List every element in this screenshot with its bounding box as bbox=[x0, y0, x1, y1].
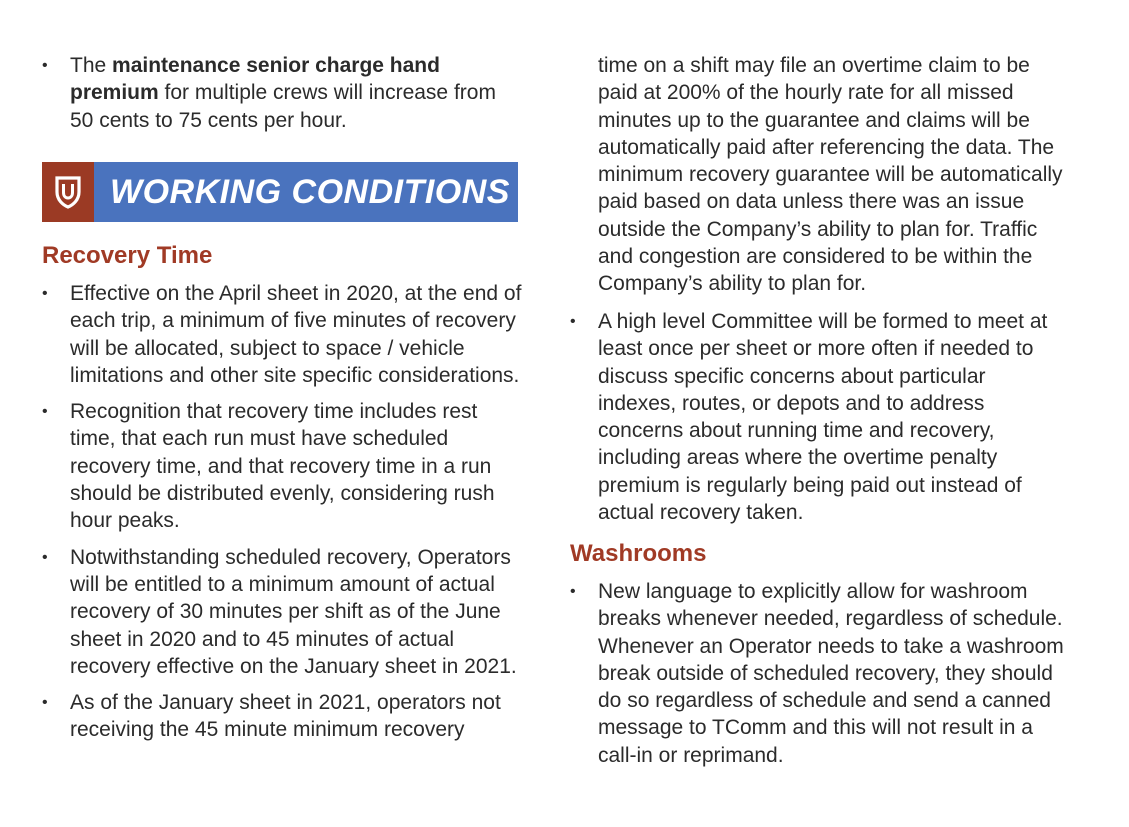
bold-text-run: maintenance senior charge hand bbox=[112, 54, 440, 77]
committee-list bbox=[570, 308, 1068, 535]
working-conditions-banner bbox=[42, 162, 518, 222]
list-item bbox=[42, 280, 522, 389]
banner-title: WORKING CONDITIONS bbox=[110, 172, 510, 211]
shield-icon bbox=[53, 175, 83, 209]
intro-bullet-list bbox=[42, 52, 522, 143]
bullet-icon: • bbox=[42, 548, 48, 566]
recovery-time-heading: Recovery Time bbox=[42, 242, 213, 269]
union-shield-logo-icon bbox=[42, 162, 94, 222]
bullet-icon: • bbox=[570, 583, 576, 600]
list-item bbox=[42, 398, 522, 534]
bullet-text: Effective on the April sheet in 2020, at the end of each trip, a minimum of five minutes of recovery will be allocated, subject to space / vehicle limitations and other site specific considerations. bbox=[70, 282, 522, 387]
bold-text-run: premium bbox=[70, 81, 159, 105]
list-item bbox=[42, 689, 522, 744]
bullet-text: Recognition that recovery time includes rest time, that each run must have scheduled recovery time, and that recovery time in a run should be distributed evenly, considering rush hour peaks. bbox=[70, 400, 495, 533]
bullet-text: A high level Committee will be formed to meet at least once per sheet or more often if needed to discuss specific concerns about particular indexes, routes, or depots and to address concerns about running time and recovery, including areas where the overtime penalty premium is regularly being paid out instead of actual recovery taken. bbox=[598, 310, 1048, 525]
bullet-icon: • bbox=[570, 313, 576, 330]
bullet-text: New language to explicitly allow for washroom breaks whenever needed, regardless of schedule. Whenever an Operator needs to take a washroom break outside of scheduled recovery, they should do so regardless of schedule and send a canned message to TComm and this will not result in a call-in or reprimand. bbox=[598, 580, 1064, 767]
bullet-icon: • bbox=[42, 694, 48, 712]
bullet-icon: • bbox=[42, 403, 48, 421]
continued-paragraph: time on a shift may file an overtime claim to be paid at 200% of the hourly rate for all missed minutes up to the guarantee and claims will be automatically paid after referencing the data. The minimum recovery guarantee will be automatically paid based on data unless there was an issue outside the Company’s ability to plan for. Traffic and congestion are considered to be within the Company’s ability to plan for. bbox=[598, 54, 1063, 296]
bullet-icon: • bbox=[42, 285, 48, 302]
list-item bbox=[42, 544, 522, 680]
bullet-icon: • bbox=[42, 57, 48, 74]
text-run: The bbox=[70, 54, 113, 77]
bullet-text: As of the January sheet in 2021, operators not receiving the 45 minute minimum recovery bbox=[70, 691, 501, 742]
list-item bbox=[570, 308, 1068, 526]
text-run: for multiple crews will increase from 50 cents to 75 cents per hour. bbox=[70, 81, 496, 132]
bullet-text bbox=[70, 54, 496, 132]
list-item bbox=[570, 578, 1068, 769]
bullet-text: Notwithstanding scheduled recovery, Operators will be entitled to a minimum amount of actual recovery of 30 minutes per shift as of the June sheet in 2020 and to 45 minutes of actual recovery effective on the January sheet in 2021. bbox=[70, 545, 517, 678]
washrooms-heading: Washrooms bbox=[570, 540, 707, 567]
washrooms-list bbox=[570, 578, 1068, 778]
list-item bbox=[42, 52, 522, 134]
recovery-time-list bbox=[42, 280, 522, 753]
